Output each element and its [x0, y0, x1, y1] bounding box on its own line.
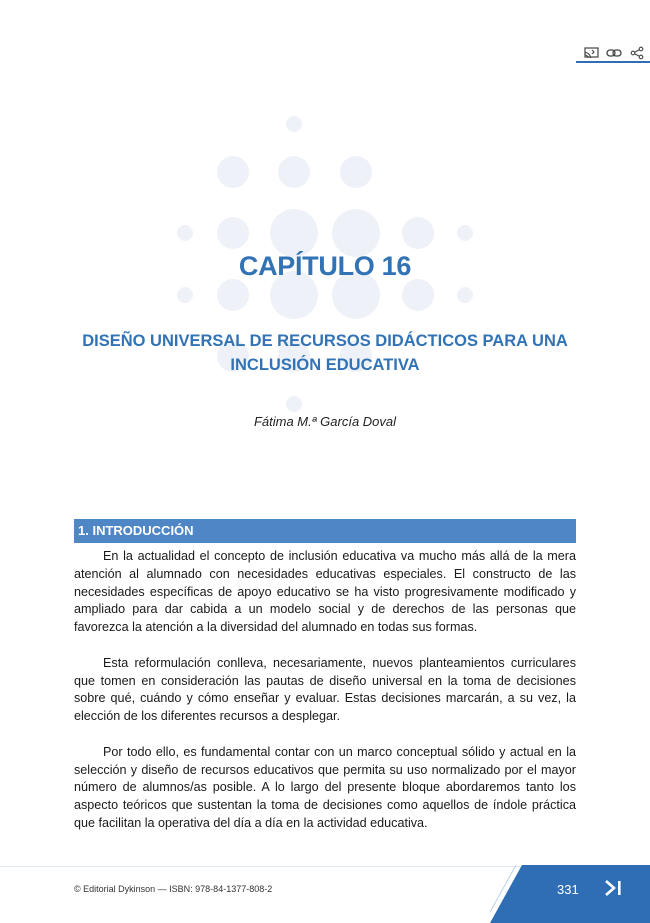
paragraph: Esta reformulación conlleva, necesariamente, nuevos planteamientos curriculares que tomen en consideración las pautas de diseño universal en la toma de decisiones sobre qué, cuándo y cómo enseñar y evaluar. Estas decisiones marcarán, a su vez, la elección de los diferentes recursos a desplegar. [74, 655, 576, 724]
publisher-info: © Editorial Dykinson — ISBN: 978-84-1377-808-2 [74, 884, 273, 894]
author-name: Fátima M.ª García Doval [253, 414, 397, 429]
section-title: 1. INTRODUCCIÓN [78, 523, 194, 538]
paragraph: En la actualidad el concepto de inclusión educativa va mucho más allá de la mera atención al alumnado con necesidades educativas especiales. El constructo de las necesidades específicas de apoyo educativo se ha visto progresivamente modificado y ampliado para dar cabida a un modelo social y de derechos de las personas que favorezca la atención a la diversidad del alumnado en todas sus formas. [74, 549, 576, 635]
chapter-title: CAPÍTULO 16 [238, 251, 412, 281]
last-page-icon[interactable] [603, 878, 625, 898]
section-header [74, 519, 576, 543]
body-text [74, 548, 576, 851]
paragraph: Por todo ello, es fundamental contar con un marco conceptual sólido y actual en la selección y diseño de recursos educativos que permita su uso normalizado por el mayor número de alumnos/as posible. A lo largo del presente bloque abordaremos tanto los aspecto teóricos que sustentan la toma de decisiones como aquellos de índole práctica que facilitan la operativa del día a día en la actividad educativa. [74, 744, 576, 830]
chapter-subtitle: DISEÑO UNIVERSAL DE RECURSOS DIDÁCTICOS PARA UNA INCLUSIÓN EDUCATIVA [82, 332, 568, 374]
page-number: 331 [557, 882, 579, 897]
